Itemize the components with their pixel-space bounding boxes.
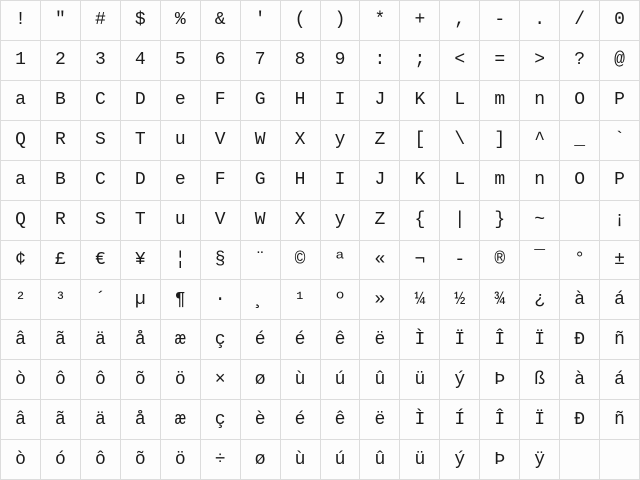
glyph-cell[interactable]: y: [321, 201, 361, 241]
glyph-cell[interactable]: ©: [281, 241, 321, 281]
glyph-cell[interactable]: ê: [321, 320, 361, 360]
glyph-cell[interactable]: ò: [1, 360, 41, 400]
glyph-cell[interactable]: &: [201, 1, 241, 41]
glyph-cell[interactable]: \: [440, 121, 480, 161]
glyph-cell[interactable]: K: [400, 81, 440, 121]
glyph-cell[interactable]: é: [281, 320, 321, 360]
glyph-cell[interactable]: B: [41, 81, 81, 121]
glyph-cell[interactable]: Þ: [480, 440, 520, 480]
glyph-cell[interactable]: 7: [241, 41, 281, 81]
glyph-cell[interactable]: §: [201, 241, 241, 281]
glyph-cell[interactable]: n: [520, 161, 560, 201]
glyph-cell[interactable]: T: [121, 121, 161, 161]
glyph-cell[interactable]: [560, 440, 600, 480]
glyph-cell[interactable]: ¨: [241, 241, 281, 281]
glyph-cell[interactable]: u: [161, 201, 201, 241]
glyph-cell[interactable]: S: [81, 121, 121, 161]
glyph-cell[interactable]: ã: [41, 320, 81, 360]
glyph-cell[interactable]: K: [400, 161, 440, 201]
glyph-cell[interactable]: ?: [560, 41, 600, 81]
glyph-cell[interactable]: Ð: [560, 400, 600, 440]
glyph-cell[interactable]: 3: [81, 41, 121, 81]
glyph-cell[interactable]: Ï: [440, 320, 480, 360]
glyph-cell[interactable]: Z: [360, 121, 400, 161]
glyph-cell[interactable]: }: [480, 201, 520, 241]
glyph-cell[interactable]: ö: [161, 360, 201, 400]
glyph-cell[interactable]: +: [400, 1, 440, 41]
glyph-cell[interactable]: °: [560, 241, 600, 281]
glyph-cell[interactable]: e: [161, 81, 201, 121]
glyph-cell[interactable]: ã: [41, 400, 81, 440]
glyph-cell[interactable]: V: [201, 201, 241, 241]
glyph-cell[interactable]: æ: [161, 400, 201, 440]
glyph-cell[interactable]: Z: [360, 201, 400, 241]
glyph-cell[interactable]: ): [321, 1, 361, 41]
glyph-cell[interactable]: W: [241, 121, 281, 161]
glyph-cell[interactable]: L: [440, 81, 480, 121]
glyph-cell[interactable]: ¾: [480, 280, 520, 320]
glyph-cell[interactable]: J: [360, 81, 400, 121]
glyph-cell[interactable]: m: [480, 81, 520, 121]
glyph-cell[interactable]: ñ: [600, 320, 640, 360]
glyph-cell[interactable]: .: [520, 1, 560, 41]
glyph-cell[interactable]: [: [400, 121, 440, 161]
glyph-cell[interactable]: ´: [81, 280, 121, 320]
glyph-cell[interactable]: ó: [41, 440, 81, 480]
glyph-cell[interactable]: ý: [440, 360, 480, 400]
glyph-cell[interactable]: Ï: [520, 400, 560, 440]
glyph-cell[interactable]: L: [440, 161, 480, 201]
glyph-cell[interactable]: ·: [201, 280, 241, 320]
glyph-cell[interactable]: /: [560, 1, 600, 41]
glyph-cell[interactable]: 6: [201, 41, 241, 81]
glyph-cell[interactable]: :: [360, 41, 400, 81]
glyph-cell[interactable]: ³: [41, 280, 81, 320]
glyph-cell[interactable]: Î: [480, 400, 520, 440]
glyph-cell[interactable]: -: [440, 241, 480, 281]
glyph-cell[interactable]: m: [480, 161, 520, 201]
glyph-cell[interactable]: ö: [161, 440, 201, 480]
glyph-cell[interactable]: ß: [520, 360, 560, 400]
glyph-cell[interactable]: á: [600, 360, 640, 400]
glyph-cell[interactable]: [600, 440, 640, 480]
glyph-cell[interactable]: ¥: [121, 241, 161, 281]
glyph-cell[interactable]: µ: [121, 280, 161, 320]
glyph-cell[interactable]: ø: [241, 440, 281, 480]
glyph-cell[interactable]: Þ: [480, 360, 520, 400]
glyph-cell[interactable]: Í: [440, 400, 480, 440]
glyph-cell[interactable]: D: [121, 81, 161, 121]
glyph-cell[interactable]: y: [321, 121, 361, 161]
glyph-cell[interactable]: ª: [321, 241, 361, 281]
glyph-cell[interactable]: ¦: [161, 241, 201, 281]
glyph-cell[interactable]: O: [560, 161, 600, 201]
glyph-cell[interactable]: £: [41, 241, 81, 281]
glyph-cell[interactable]: ,: [440, 1, 480, 41]
glyph-cell[interactable]: ¿: [520, 280, 560, 320]
glyph-cell[interactable]: è: [241, 400, 281, 440]
glyph-cell[interactable]: «: [360, 241, 400, 281]
glyph-cell[interactable]: D: [121, 161, 161, 201]
glyph-cell[interactable]: ¼: [400, 280, 440, 320]
glyph-cell[interactable]: ¢: [1, 241, 41, 281]
glyph-cell[interactable]: º: [321, 280, 361, 320]
glyph-cell[interactable]: T: [121, 201, 161, 241]
glyph-cell[interactable]: u: [161, 121, 201, 161]
glyph-cell[interactable]: X: [281, 201, 321, 241]
glyph-cell[interactable]: 0: [600, 1, 640, 41]
glyph-cell[interactable]: 4: [121, 41, 161, 81]
glyph-cell[interactable]: ¶: [161, 280, 201, 320]
glyph-cell[interactable]: B: [41, 161, 81, 201]
glyph-cell[interactable]: â: [1, 320, 41, 360]
glyph-cell[interactable]: `: [600, 121, 640, 161]
glyph-cell[interactable]: O: [560, 81, 600, 121]
glyph-cell[interactable]: é: [241, 320, 281, 360]
glyph-cell[interactable]: P: [600, 161, 640, 201]
glyph-cell[interactable]: ç: [201, 400, 241, 440]
glyph-cell[interactable]: 2: [41, 41, 81, 81]
glyph-cell[interactable]: a: [1, 81, 41, 121]
glyph-cell[interactable]: C: [81, 161, 121, 201]
glyph-cell[interactable]: €: [81, 241, 121, 281]
glyph-cell[interactable]: ½: [440, 280, 480, 320]
glyph-cell[interactable]: ô: [81, 440, 121, 480]
glyph-cell[interactable]: ò: [1, 440, 41, 480]
glyph-cell[interactable]: ^: [520, 121, 560, 161]
glyph-cell[interactable]: å: [121, 320, 161, 360]
glyph-cell[interactable]: æ: [161, 320, 201, 360]
glyph-cell[interactable]: <: [440, 41, 480, 81]
glyph-cell[interactable]: Î: [480, 320, 520, 360]
glyph-cell[interactable]: R: [41, 121, 81, 161]
glyph-cell[interactable]: -: [480, 1, 520, 41]
glyph-cell[interactable]: J: [360, 161, 400, 201]
glyph-cell[interactable]: ÷: [201, 440, 241, 480]
glyph-cell[interactable]: _: [560, 121, 600, 161]
glyph-cell[interactable]: F: [201, 161, 241, 201]
glyph-cell[interactable]: @: [600, 41, 640, 81]
glyph-cell[interactable]: ®: [480, 241, 520, 281]
glyph-cell[interactable]: 9: [321, 41, 361, 81]
glyph-cell[interactable]: {: [400, 201, 440, 241]
glyph-cell[interactable]: â: [1, 400, 41, 440]
glyph-cell[interactable]: a: [1, 161, 41, 201]
glyph-cell[interactable]: ú: [321, 360, 361, 400]
glyph-cell[interactable]: G: [241, 81, 281, 121]
glyph-cell[interactable]: !: [1, 1, 41, 41]
glyph-cell[interactable]: õ: [121, 360, 161, 400]
glyph-cell[interactable]: H: [281, 161, 321, 201]
glyph-cell[interactable]: ô: [41, 360, 81, 400]
glyph-cell[interactable]: V: [201, 121, 241, 161]
glyph-cell[interactable]: ù: [281, 360, 321, 400]
glyph-cell[interactable]: å: [121, 400, 161, 440]
glyph-cell[interactable]: 8: [281, 41, 321, 81]
glyph-cell[interactable]: à: [560, 360, 600, 400]
glyph-cell[interactable]: ": [41, 1, 81, 41]
glyph-cell[interactable]: ±: [600, 241, 640, 281]
glyph-cell[interactable]: ä: [81, 400, 121, 440]
glyph-cell[interactable]: ú: [321, 440, 361, 480]
glyph-cell[interactable]: G: [241, 161, 281, 201]
glyph-cell[interactable]: é: [281, 400, 321, 440]
glyph-cell[interactable]: ù: [281, 440, 321, 480]
glyph-cell[interactable]: ý: [440, 440, 480, 480]
glyph-cell[interactable]: 5: [161, 41, 201, 81]
glyph-cell[interactable]: ': [241, 1, 281, 41]
glyph-cell[interactable]: á: [600, 280, 640, 320]
glyph-cell[interactable]: I: [321, 81, 361, 121]
glyph-cell[interactable]: e: [161, 161, 201, 201]
glyph-cell[interactable]: ¹: [281, 280, 321, 320]
glyph-cell[interactable]: Ì: [400, 320, 440, 360]
glyph-cell[interactable]: Ï: [520, 320, 560, 360]
glyph-cell[interactable]: Q: [1, 121, 41, 161]
glyph-cell[interactable]: ]: [480, 121, 520, 161]
glyph-cell[interactable]: (: [281, 1, 321, 41]
glyph-cell[interactable]: Ì: [400, 400, 440, 440]
glyph-cell[interactable]: û: [360, 360, 400, 400]
glyph-cell[interactable]: #: [81, 1, 121, 41]
glyph-cell[interactable]: õ: [121, 440, 161, 480]
glyph-cell[interactable]: X: [281, 121, 321, 161]
glyph-cell[interactable]: R: [41, 201, 81, 241]
glyph-cell[interactable]: ×: [201, 360, 241, 400]
glyph-cell[interactable]: %: [161, 1, 201, 41]
glyph-cell[interactable]: ÿ: [520, 440, 560, 480]
glyph-cell[interactable]: ~: [520, 201, 560, 241]
glyph-cell[interactable]: ç: [201, 320, 241, 360]
glyph-cell[interactable]: ;: [400, 41, 440, 81]
glyph-cell[interactable]: ô: [81, 360, 121, 400]
glyph-cell[interactable]: à: [560, 280, 600, 320]
glyph-cell[interactable]: ä: [81, 320, 121, 360]
glyph-cell[interactable]: 1: [1, 41, 41, 81]
glyph-cell[interactable]: ñ: [600, 400, 640, 440]
glyph-cell[interactable]: I: [321, 161, 361, 201]
glyph-cell[interactable]: ê: [321, 400, 361, 440]
glyph-cell[interactable]: ¸: [241, 280, 281, 320]
glyph-cell[interactable]: ¬: [400, 241, 440, 281]
glyph-cell[interactable]: »: [360, 280, 400, 320]
glyph-cell[interactable]: >: [520, 41, 560, 81]
glyph-cell[interactable]: $: [121, 1, 161, 41]
glyph-cell[interactable]: n: [520, 81, 560, 121]
glyph-cell[interactable]: C: [81, 81, 121, 121]
glyph-cell[interactable]: ¯: [520, 241, 560, 281]
glyph-cell[interactable]: [560, 201, 600, 241]
glyph-cell[interactable]: P: [600, 81, 640, 121]
glyph-cell[interactable]: ë: [360, 320, 400, 360]
glyph-cell[interactable]: |: [440, 201, 480, 241]
glyph-cell[interactable]: F: [201, 81, 241, 121]
glyph-cell[interactable]: ²: [1, 280, 41, 320]
glyph-cell[interactable]: =: [480, 41, 520, 81]
glyph-cell[interactable]: ë: [360, 400, 400, 440]
glyph-cell[interactable]: ¡: [600, 201, 640, 241]
glyph-cell[interactable]: ü: [400, 440, 440, 480]
glyph-cell[interactable]: Ð: [560, 320, 600, 360]
glyph-cell[interactable]: *: [360, 1, 400, 41]
glyph-cell[interactable]: S: [81, 201, 121, 241]
glyph-cell[interactable]: H: [281, 81, 321, 121]
glyph-cell[interactable]: ø: [241, 360, 281, 400]
glyph-cell[interactable]: W: [241, 201, 281, 241]
glyph-cell[interactable]: û: [360, 440, 400, 480]
glyph-cell[interactable]: ü: [400, 360, 440, 400]
glyph-cell[interactable]: Q: [1, 201, 41, 241]
